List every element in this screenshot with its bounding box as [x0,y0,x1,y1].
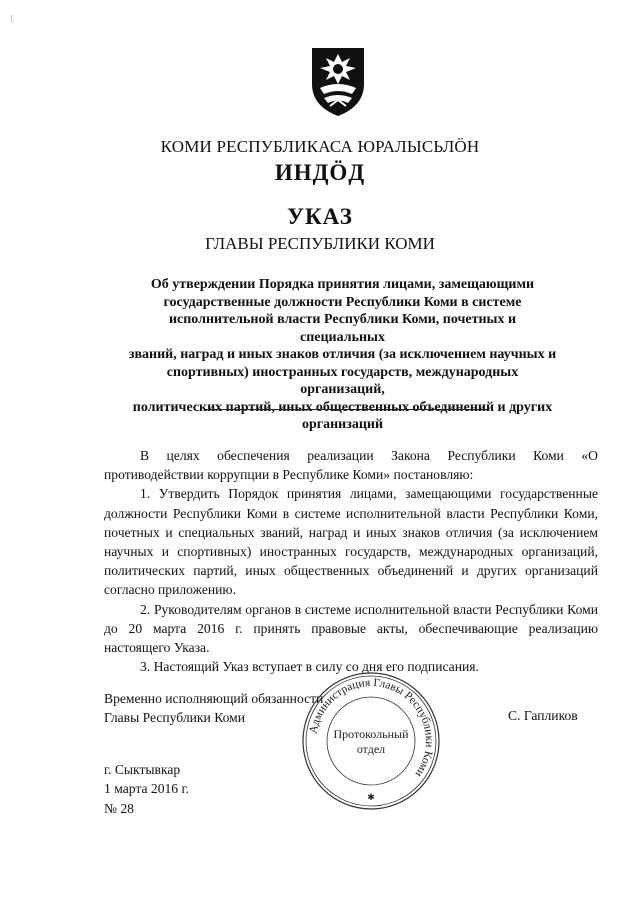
heading-line: организаций [301,417,384,432]
decree-date: 1 марта 2016 г. [104,781,189,797]
city: г. Сыктывкар [104,762,181,777]
official-stamp [300,670,442,812]
heading-divider [205,409,487,410]
heading-line: спортивных) иностранных государств, международных организаций, [166,364,519,397]
decree-number: № 28 [104,800,134,816]
decree-subtitle: ГЛАВЫ РЕСПУБЛИКИ КОМИ [205,234,435,253]
signatory-position [104,689,323,728]
scan-mark: ⁝ [10,14,14,25]
body-paragraph-3: 3. Настоящий Указ вступает в силу со дня его подписания. [140,659,479,675]
heading-line: политических партий, иных общественных объединений и других [132,399,553,415]
signatory-name: С. Гапликов [508,708,578,723]
heading-line: Об утверждении Порядка принятия лицами, замещающими [150,277,535,292]
position-line-2: Главы Республики Коми [104,710,246,726]
heading-line: исполнительной власти Республики Коми, почетных и специальных [168,312,517,345]
stamp-center-line-2: отдел [356,742,386,756]
republic-header-komi: КОМИ РЕСПУБЛИКАСА ЮРАЛЫСЬЛӦН [160,137,480,156]
position-line-1: Временно исполняющий обязанности [104,691,324,706]
heading-line: званий, наград и иных знаков отличия (за исключением научных и [128,347,557,362]
body-paragraph-preamble: В целях обеспечения реализации Закона Республики Коми «О противодействии коррупции в Республике Коми» постановляю: [104,448,598,483]
body-paragraph-2: 2. Руководителям органов в системе исполнительной власти Республики Коми до 20 марта 2016 г. принять правовые акты, обеспечивающие реализацию настоящего Указа. [104,601,598,656]
place-date-block [104,760,189,818]
decree-body [104,446,598,676]
stamp-center-line-1: Протокольный [333,727,409,741]
body-paragraph-1: 1. Утвердить Порядок принятия лицами, замещающими государственные должности Республики Коми в системе исполнительной власти Республики Коми, почетных и специальных званий, наград и иных знаков отличия (за исключением научных и спортивных) иностранных государств, международных организаций, политических партий, иных общественных объединений и других организаций согласно приложению. [104,486,598,598]
svg-text:✱: ✱ [367,792,375,802]
heading-line: государственные должности Республики Коми в системе [163,294,522,310]
decree-type-komi: ИНДӦД [274,160,366,185]
komi-coat-of-arms-icon [306,40,370,118]
stamp-ring-text: Администрация Главы Республики Коми [307,676,436,780]
decree-title: УКАЗ [287,204,353,229]
